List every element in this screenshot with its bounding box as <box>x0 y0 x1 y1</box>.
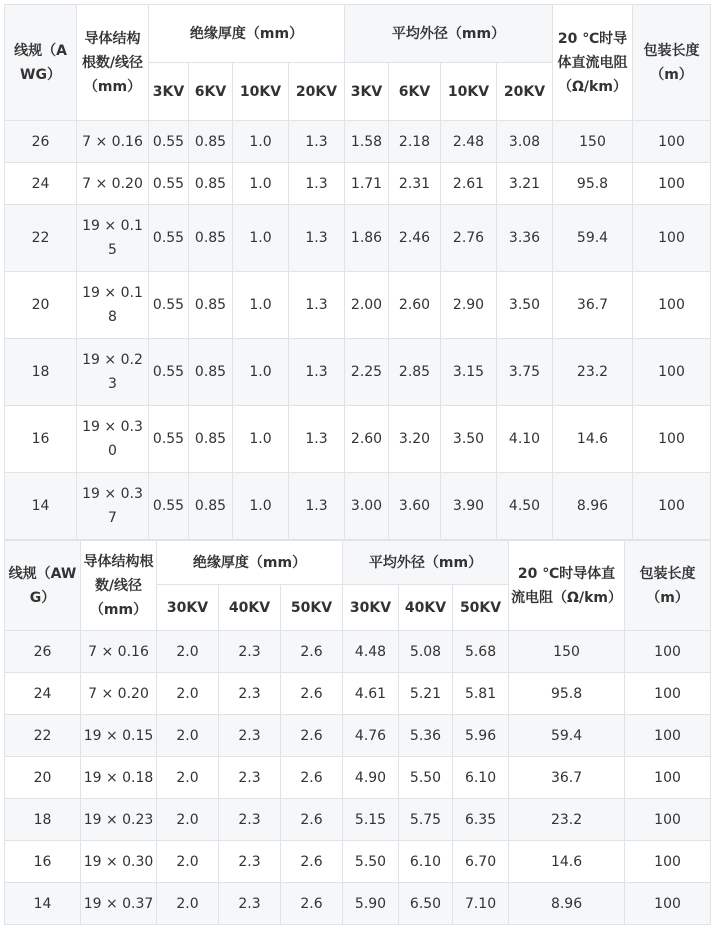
table-cell: 2.6 <box>281 673 343 715</box>
table-cell: 20 <box>5 272 77 339</box>
table-row <box>5 631 711 673</box>
table-cell: 100 <box>633 163 711 205</box>
table-cell: 22 <box>5 715 81 757</box>
table-cell: 6.10 <box>453 757 509 799</box>
table-cell: 100 <box>625 631 711 673</box>
table-cell: 1.3 <box>289 121 345 163</box>
table-cell: 2.25 <box>345 339 389 406</box>
table-cell: 2.3 <box>219 841 281 883</box>
table-cell: 0.55 <box>149 121 189 163</box>
table-cell: 16 <box>5 841 81 883</box>
header-resistance: 20 ℃时导体直流电阻（Ω/km） <box>509 541 625 631</box>
table-cell: 0.85 <box>189 272 233 339</box>
table-cell: 2.31 <box>389 163 441 205</box>
table-cell: 1.3 <box>289 272 345 339</box>
table-cell: 2.18 <box>389 121 441 163</box>
header-insulation-thickness: 绝缘厚度（mm） <box>157 541 343 585</box>
table-cell: 24 <box>5 673 81 715</box>
table-cell: 14.6 <box>509 841 625 883</box>
table-cell: 2.0 <box>157 673 219 715</box>
table-cell: 1.3 <box>289 406 345 473</box>
table-cell: 14.6 <box>553 406 633 473</box>
table-cell: 150 <box>553 121 633 163</box>
table-cell: 0.85 <box>189 406 233 473</box>
header-ins-kv: 50KV <box>281 585 343 631</box>
table-cell: 8.96 <box>553 473 633 540</box>
table-cell: 7 × 0.20 <box>77 163 149 205</box>
table-row <box>5 163 711 205</box>
table-cell: 0.85 <box>189 339 233 406</box>
table-cell: 19 × 0.30 <box>81 841 157 883</box>
header-average-od: 平均外径（mm） <box>345 5 553 63</box>
header-od-kv: 30KV <box>343 585 399 631</box>
header-conductor: 导体结构根数/线径（mm） <box>81 541 157 631</box>
table-cell: 2.48 <box>441 121 497 163</box>
table-cell: 14 <box>5 473 77 540</box>
header-od-kv: 6KV <box>389 63 441 121</box>
table-cell: 95.8 <box>553 163 633 205</box>
table-cell: 8.96 <box>509 883 625 925</box>
table-row <box>5 883 711 925</box>
table-cell: 3.20 <box>389 406 441 473</box>
table-cell: 1.0 <box>233 272 289 339</box>
table-cell: 26 <box>5 121 77 163</box>
table-cell: 3.08 <box>497 121 553 163</box>
table-cell: 3.50 <box>441 406 497 473</box>
table-cell: 0.85 <box>189 473 233 540</box>
table-cell: 18 <box>5 339 77 406</box>
table-cell: 0.55 <box>149 272 189 339</box>
header-od-kv: 20KV <box>497 63 553 121</box>
table-cell: 22 <box>5 205 77 272</box>
table-cell: 1.3 <box>289 163 345 205</box>
table-row <box>5 205 711 272</box>
table-cell: 5.21 <box>399 673 453 715</box>
header-od-kv: 40KV <box>399 585 453 631</box>
table-row <box>5 406 711 473</box>
table-cell: 2.3 <box>219 631 281 673</box>
table-cell: 2.6 <box>281 631 343 673</box>
table-cell: 0.55 <box>149 205 189 272</box>
table-cell: 4.48 <box>343 631 399 673</box>
table-cell: 2.60 <box>389 272 441 339</box>
table-cell: 1.0 <box>233 339 289 406</box>
table-row <box>5 473 711 540</box>
table-row <box>5 121 711 163</box>
table-cell: 1.71 <box>345 163 389 205</box>
table-cell: 100 <box>633 339 711 406</box>
table-cell: 2.3 <box>219 673 281 715</box>
table-cell: 2.6 <box>281 799 343 841</box>
table-cell: 100 <box>625 673 711 715</box>
table-cell: 2.6 <box>281 715 343 757</box>
table-row <box>5 841 711 883</box>
table-cell: 4.76 <box>343 715 399 757</box>
table-cell: 19 × 0.23 <box>77 339 149 406</box>
table-cell: 1.3 <box>289 473 345 540</box>
table-cell: 5.68 <box>453 631 509 673</box>
table-cell: 2.6 <box>281 841 343 883</box>
table-cell: 5.50 <box>399 757 453 799</box>
table-cell: 3.75 <box>497 339 553 406</box>
header-od-kv: 10KV <box>441 63 497 121</box>
table-cell: 2.90 <box>441 272 497 339</box>
header-awg: 线规（AWG） <box>5 541 81 631</box>
table-cell: 5.36 <box>399 715 453 757</box>
table-cell: 100 <box>625 757 711 799</box>
table-cell: 2.0 <box>157 715 219 757</box>
table-cell: 0.55 <box>149 163 189 205</box>
header-ins-kv: 20KV <box>289 63 345 121</box>
table-cell: 1.3 <box>289 205 345 272</box>
table-cell: 19 × 0.37 <box>81 883 157 925</box>
table-cell: 2.3 <box>219 757 281 799</box>
table-cell: 26 <box>5 631 81 673</box>
table-cell: 1.0 <box>233 406 289 473</box>
header-od-kv: 50KV <box>453 585 509 631</box>
table-cell: 6.10 <box>399 841 453 883</box>
header-ins-kv: 6KV <box>189 63 233 121</box>
table-cell: 100 <box>633 473 711 540</box>
table-cell: 7 × 0.16 <box>81 631 157 673</box>
table-cell: 2.0 <box>157 757 219 799</box>
header-od-kv: 3KV <box>345 63 389 121</box>
table-cell: 4.10 <box>497 406 553 473</box>
table-cell: 6.70 <box>453 841 509 883</box>
header-package-length: 包装长度（m） <box>633 5 711 121</box>
table-cell: 19 × 0.15 <box>81 715 157 757</box>
table-cell: 0.85 <box>189 121 233 163</box>
table-row <box>5 673 711 715</box>
table-cell: 2.3 <box>219 715 281 757</box>
table-cell: 0.55 <box>149 473 189 540</box>
table-cell: 3.50 <box>497 272 553 339</box>
table-cell: 36.7 <box>553 272 633 339</box>
table-cell: 2.60 <box>345 406 389 473</box>
table-cell: 7 × 0.20 <box>81 673 157 715</box>
header-conductor: 导体结构根数/线径（mm） <box>77 5 149 121</box>
table-cell: 2.3 <box>219 799 281 841</box>
table-cell: 150 <box>509 631 625 673</box>
wire-spec-table-high-voltage <box>4 540 711 925</box>
header-ins-kv: 3KV <box>149 63 189 121</box>
table-cell: 100 <box>633 272 711 339</box>
table-cell: 59.4 <box>509 715 625 757</box>
table-row <box>5 272 711 339</box>
table-cell: 4.61 <box>343 673 399 715</box>
table-cell: 2.46 <box>389 205 441 272</box>
table-cell: 2.0 <box>157 799 219 841</box>
header-ins-kv: 30KV <box>157 585 219 631</box>
table-cell: 2.85 <box>389 339 441 406</box>
table-cell: 5.75 <box>399 799 453 841</box>
table-cell: 0.55 <box>149 339 189 406</box>
table-cell: 7.10 <box>453 883 509 925</box>
table-cell: 95.8 <box>509 673 625 715</box>
table-cell: 2.6 <box>281 757 343 799</box>
table-cell: 5.96 <box>453 715 509 757</box>
table-cell: 36.7 <box>509 757 625 799</box>
table-cell: 0.85 <box>189 205 233 272</box>
table-cell: 20 <box>5 757 81 799</box>
table-cell: 23.2 <box>509 799 625 841</box>
table-cell: 7 × 0.16 <box>77 121 149 163</box>
table-cell: 4.90 <box>343 757 399 799</box>
header-ins-kv: 40KV <box>219 585 281 631</box>
table-cell: 1.3 <box>289 339 345 406</box>
header-insulation-thickness: 绝缘厚度（mm） <box>149 5 345 63</box>
table-cell: 6.50 <box>399 883 453 925</box>
table-cell: 4.50 <box>497 473 553 540</box>
table-cell: 1.0 <box>233 473 289 540</box>
table-cell: 3.36 <box>497 205 553 272</box>
table-cell: 59.4 <box>553 205 633 272</box>
table-cell: 2.0 <box>157 841 219 883</box>
table-cell: 23.2 <box>553 339 633 406</box>
table-cell: 100 <box>633 205 711 272</box>
table-cell: 1.58 <box>345 121 389 163</box>
table-row <box>5 339 711 406</box>
table-cell: 19 × 0.23 <box>81 799 157 841</box>
table-cell: 5.15 <box>343 799 399 841</box>
header-awg: 线规（AWG） <box>5 5 77 121</box>
table-cell: 100 <box>633 121 711 163</box>
table-cell: 3.60 <box>389 473 441 540</box>
table-cell: 2.61 <box>441 163 497 205</box>
header-package-length: 包装长度（m） <box>625 541 711 631</box>
table-cell: 2.00 <box>345 272 389 339</box>
table-cell: 2.76 <box>441 205 497 272</box>
table-cell: 19 × 0.18 <box>81 757 157 799</box>
table-cell: 5.81 <box>453 673 509 715</box>
table-cell: 18 <box>5 799 81 841</box>
table-cell: 24 <box>5 163 77 205</box>
table-cell: 100 <box>625 715 711 757</box>
table-row <box>5 715 711 757</box>
table-cell: 3.21 <box>497 163 553 205</box>
table-cell: 2.0 <box>157 883 219 925</box>
table-cell: 2.0 <box>157 631 219 673</box>
table-cell: 100 <box>625 883 711 925</box>
table-cell: 1.86 <box>345 205 389 272</box>
table-cell: 19 × 0.37 <box>77 473 149 540</box>
table-cell: 5.08 <box>399 631 453 673</box>
table-cell: 16 <box>5 406 77 473</box>
table-row <box>5 799 711 841</box>
table-cell: 100 <box>625 799 711 841</box>
table-cell: 3.00 <box>345 473 389 540</box>
table-cell: 3.90 <box>441 473 497 540</box>
table-cell: 0.55 <box>149 406 189 473</box>
table-row <box>5 757 711 799</box>
table-cell: 2.3 <box>219 883 281 925</box>
table-cell: 19 × 0.18 <box>77 272 149 339</box>
table-cell: 5.90 <box>343 883 399 925</box>
table-cell: 19 × 0.30 <box>77 406 149 473</box>
table-cell: 5.50 <box>343 841 399 883</box>
table-cell: 3.15 <box>441 339 497 406</box>
table-cell: 1.0 <box>233 163 289 205</box>
table-cell: 1.0 <box>233 121 289 163</box>
table-cell: 100 <box>625 841 711 883</box>
table-cell: 0.85 <box>189 163 233 205</box>
table-cell: 14 <box>5 883 81 925</box>
table-cell: 100 <box>633 406 711 473</box>
wire-spec-table-low-voltage <box>4 4 711 540</box>
table-cell: 2.6 <box>281 883 343 925</box>
header-resistance: 20 ℃时导体直流电阻（Ω/km） <box>553 5 633 121</box>
header-ins-kv: 10KV <box>233 63 289 121</box>
table-cell: 6.35 <box>453 799 509 841</box>
table-cell: 19 × 0.15 <box>77 205 149 272</box>
table-cell: 1.0 <box>233 205 289 272</box>
header-average-od: 平均外径（mm） <box>343 541 509 585</box>
